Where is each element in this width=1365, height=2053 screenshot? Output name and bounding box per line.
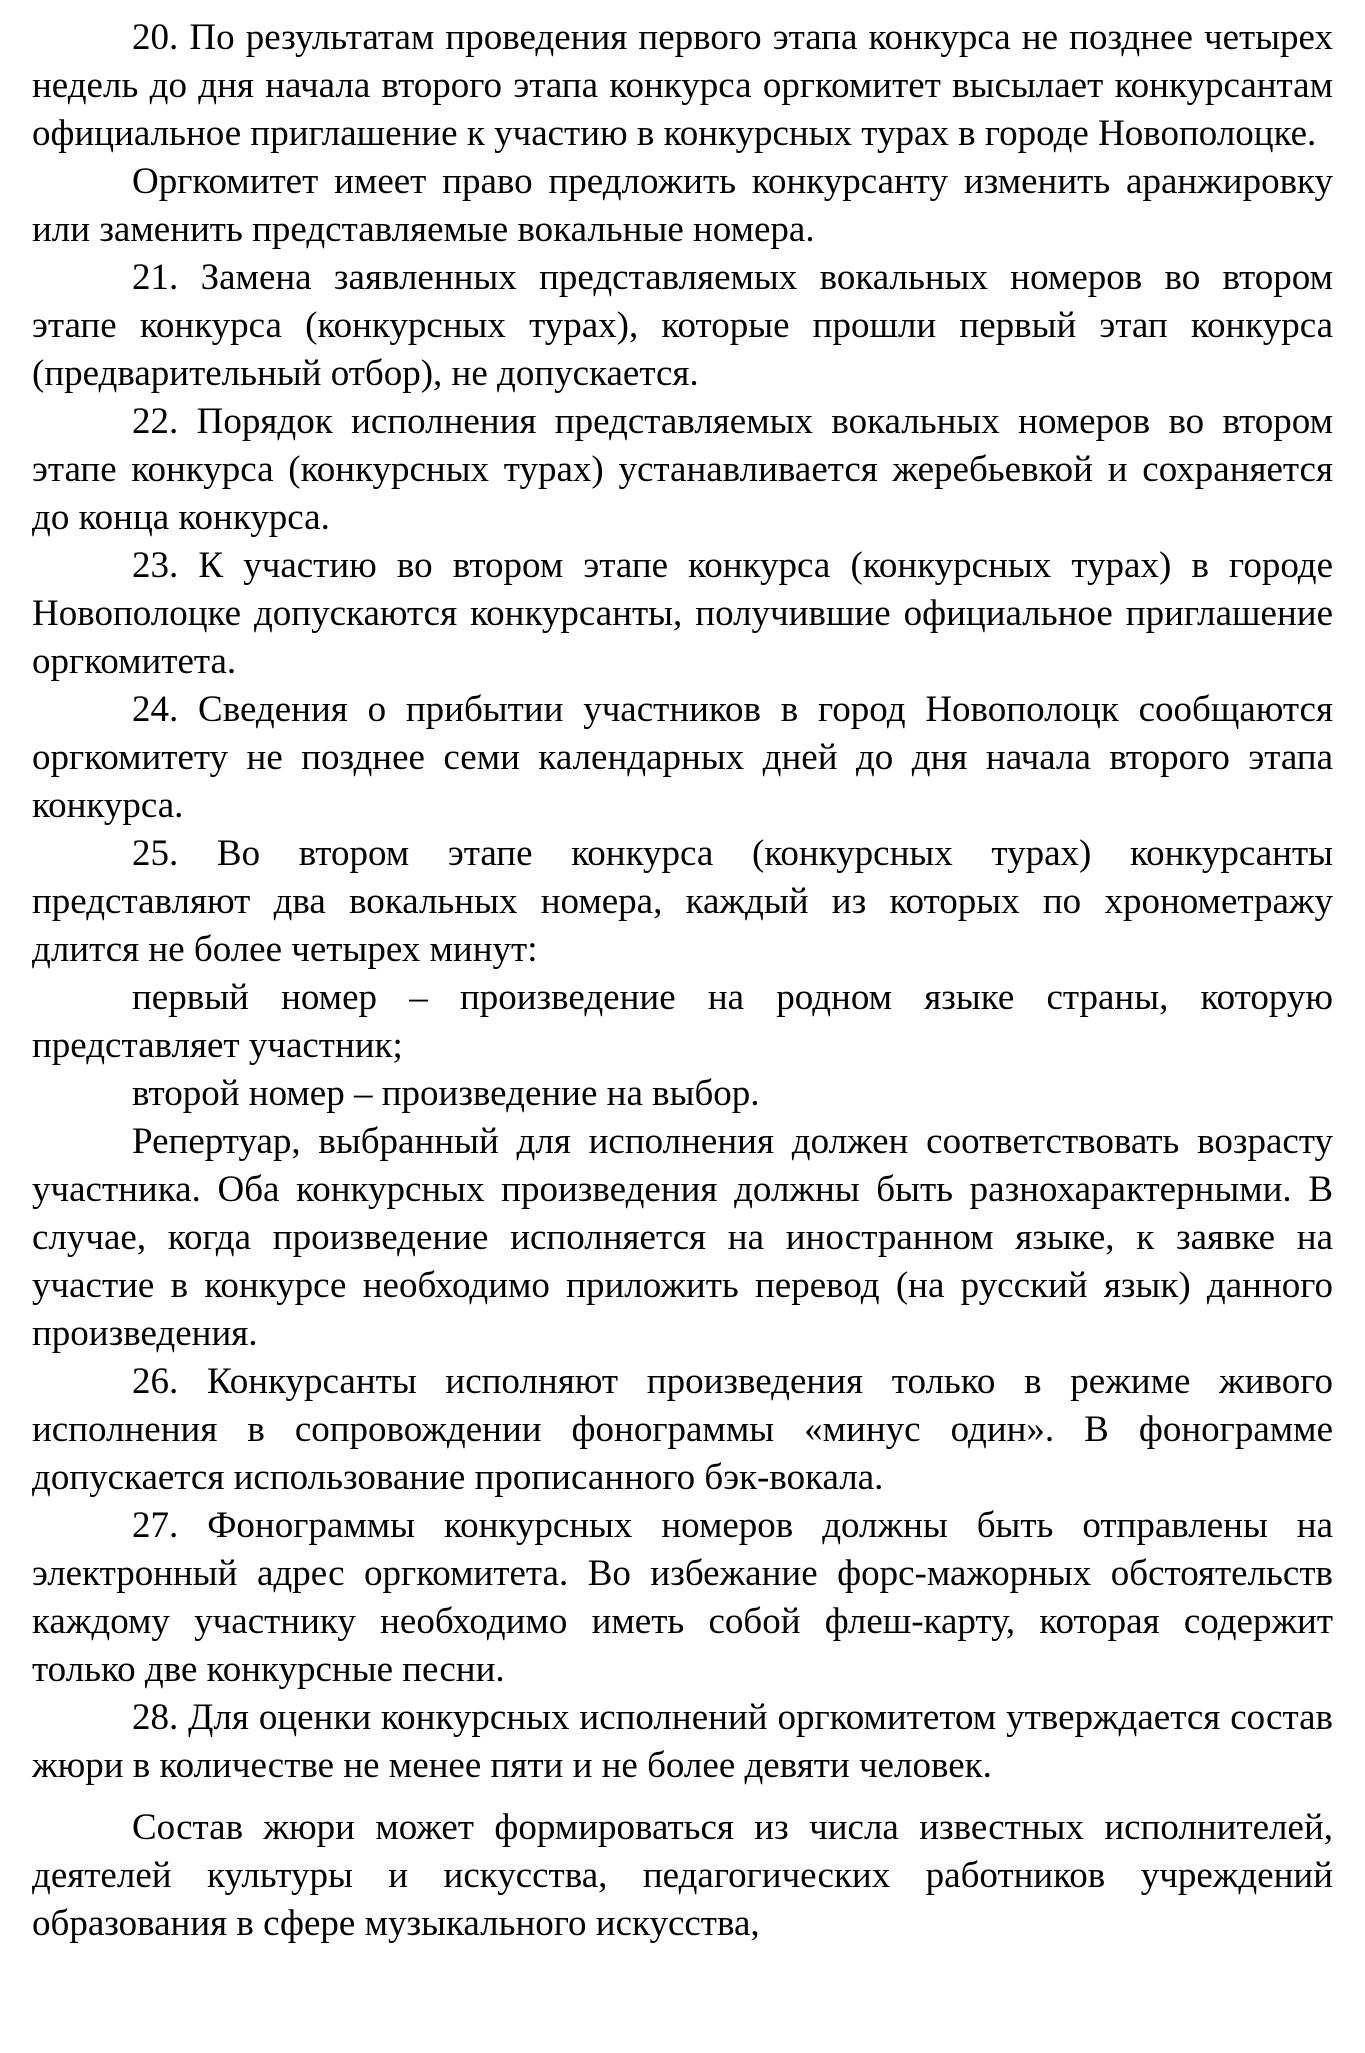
paragraph-22: 22. Порядок исполнения представляемых вокальных номеров во втором этапе конкурса (конкурсных турах) устанавливается жеребьевкой и сохраняется до конца конкурса. — [32, 401, 1333, 538]
paragraph-25-second-number: второй номер – произведение на выбор. — [132, 1073, 760, 1114]
paragraph-25: 25. Во втором этапе конкурса (конкурсных турах) конкурсанты представляют два вокальных номера, каждый из которых по хронометражу длится не более четырех минут: — [32, 833, 1333, 970]
paragraph-25-repertoire: Репертуар, выбранный для исполнения должен соответствовать возрасту участника. Оба конкурсных произведения должны быть разнохарактерными. В случае, когда произведение исполняется на иностранном языке, к заявке на участие в конкурсе необходимо приложить перевод (на русский язык) данного произведения. — [32, 1121, 1333, 1354]
paragraph-27: 27. Фонограммы конкурсных номеров должны быть отправлены на электронный адрес оргкомитета. Во избежание форс-мажорных обстоятельств каждому участнику необходимо иметь собой флеш-карту, которая содержит только две конкурсные песни. — [32, 1505, 1333, 1690]
paragraph-20-arrangement: Оргкомитет имеет право предложить конкурсанту изменить аранжировку или заменить представляемые вокальные номера. — [32, 161, 1333, 250]
paragraph-28-jury-composition: Состав жюри может формироваться из числа известных исполнителей, деятелей культуры и искусства, педагогических работников учреждений образования в сфере музыкального искусства, — [32, 1807, 1333, 1944]
paragraph-25-first-number: первый номер – произведение на родном языке страны, которую представляет участник; — [32, 977, 1333, 1066]
paragraph-21: 21. Замена заявленных представляемых вокальных номеров во втором этапе конкурса (конкурсных турах), которые прошли первый этап конкурса (предварительный отбор), не допускается. — [32, 257, 1333, 394]
paragraph-26: 26. Конкурсанты исполняют произведения только в режиме живого исполнения в сопровождении фонограммы «минус один». В фонограмме допускается использование прописанного бэк-вокала. — [32, 1361, 1333, 1498]
paragraph-28: 28. Для оценки конкурсных исполнений оргкомитетом утверждается состав жюри в количестве не менее пяти и не более девяти человек. — [32, 1697, 1333, 1786]
paragraph-24: 24. Сведения о прибытии участников в город Новополоцк сообщаются оргкомитету не позднее семи календарных дней до дня начала второго этапа конкурса. — [32, 689, 1333, 826]
paragraph-23: 23. К участию во втором этапе конкурса (конкурсных турах) в городе Новополоцке допускаются конкурсанты, получившие официальное приглашение оргкомитета. — [32, 545, 1333, 682]
paragraph-20: 20. По результатам проведения первого этапа конкурса не позднее четырех недель до дня начала второго этапа конкурса оргкомитет высылает конкурсантам официальное приглашение к участию в конкурсных турах в городе Новополоцке. — [32, 17, 1333, 154]
